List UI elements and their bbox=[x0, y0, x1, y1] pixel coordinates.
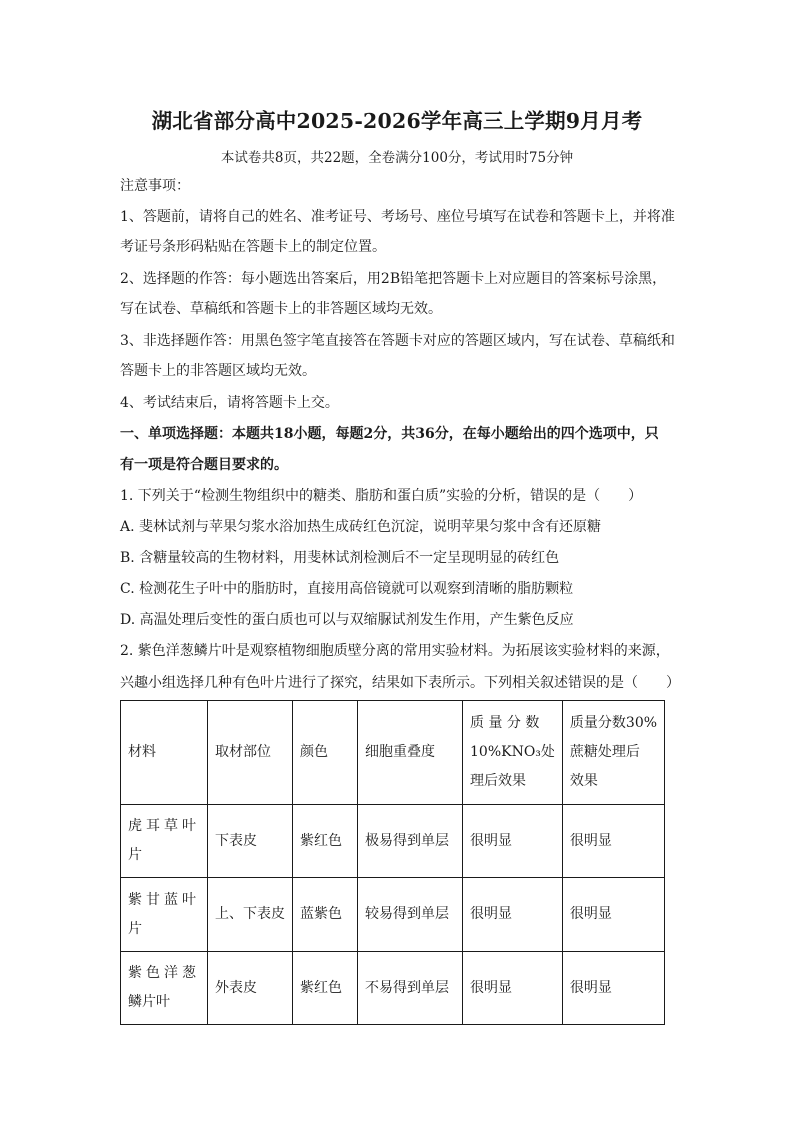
table-row bbox=[121, 878, 665, 952]
notice-line: 写在试卷、草稿纸和答题卡上的非答题区域均无效。 bbox=[120, 301, 442, 317]
table-header-line: 10%KNO₃处 bbox=[470, 744, 555, 760]
table-cell: 紫红色 bbox=[293, 952, 358, 1025]
table-header-cell: 材料 bbox=[121, 701, 208, 805]
table-cell-line: 紫色洋葱 bbox=[128, 965, 200, 981]
table-header-cell bbox=[562, 701, 664, 805]
table-cell: 很明显 bbox=[463, 952, 563, 1025]
table-header-cell: 取材部位 bbox=[208, 701, 293, 805]
table-cell: 很明显 bbox=[562, 952, 664, 1025]
notice-line: 考证号条形码粘贴在答题卡上的制定位置。 bbox=[120, 239, 386, 255]
table-cell-line: 紫甘蓝叶 bbox=[128, 891, 200, 908]
table-cell: 不易得到单层 bbox=[358, 952, 463, 1025]
table-cell-line: 片 bbox=[128, 920, 142, 937]
table-cell: 下表皮 bbox=[208, 805, 293, 878]
table-header-line: 蔗糖处理后 bbox=[569, 744, 640, 760]
table-row bbox=[121, 952, 665, 1025]
table-cell: 很明显 bbox=[463, 805, 563, 878]
notice-line: 3、非选择题作答：用黑色签字笔直接答在答题卡对应的答题区域内，写在试卷、草稿纸和 bbox=[120, 333, 675, 349]
table-cell: 较易得到单层 bbox=[358, 878, 463, 952]
table-header-line: 效果 bbox=[569, 773, 598, 789]
table-header-line: 质量分数30% bbox=[569, 715, 658, 731]
table-header-cell: 细胞重叠度 bbox=[358, 701, 463, 805]
notice-line: 4、考试结束后，请将答题卡上交。 bbox=[120, 395, 339, 411]
notice-line: 2、选择题的作答：每小题选出答案后，用2B铅笔把答题卡上对应题目的答案标号涂黑， bbox=[120, 271, 667, 287]
question-stem: 2. 紫色洋葱鳞片叶是观察植物细胞质壁分离的常用实验材料。为拓展该实验材料的来源， bbox=[120, 643, 670, 659]
table-header-line: 质 量 分 数 bbox=[470, 715, 540, 731]
section-heading: 一、单项选择题：本题共18小题，每题2分，共36分，在每小题给出的四个选项中，只 bbox=[120, 426, 659, 442]
page-title: 湖北省部分高中2025-2026学年高三上学期9月月考 bbox=[151, 109, 643, 133]
table-cell: 紫红色 bbox=[293, 805, 358, 878]
table-cell: 极易得到单层 bbox=[358, 805, 463, 878]
table-cell bbox=[121, 805, 208, 878]
table-cell: 上、下表皮 bbox=[208, 878, 293, 952]
experiment-table bbox=[120, 700, 665, 1025]
notice-heading: 注意事项： bbox=[120, 178, 190, 194]
table-cell-line: 鳞片叶 bbox=[128, 994, 170, 1010]
table-cell: 外表皮 bbox=[208, 952, 293, 1025]
table-cell-line: 虎耳草叶 bbox=[128, 818, 200, 834]
table-header-row bbox=[121, 701, 665, 805]
table-cell: 很明显 bbox=[562, 878, 664, 952]
question-option-a: A. 斐林试剂与苹果匀浆水浴加热生成砖红色沉淀，说明苹果匀浆中含有还原糖 bbox=[120, 519, 602, 535]
table-cell: 很明显 bbox=[562, 805, 664, 878]
page-subtitle: 本试卷共8页，共22题，全卷满分100分，考试用时75分钟 bbox=[220, 150, 574, 166]
table-cell-line: 片 bbox=[128, 847, 142, 863]
question-option-d: D. 高温处理后变性的蛋白质也可以与双缩脲试剂发生作用，产生紫色反应 bbox=[120, 612, 574, 628]
table-cell: 很明显 bbox=[463, 878, 563, 952]
question-option-b: B. 含糖量较高的生物材料，用斐林试剂检测后不一定呈现明显的砖红色 bbox=[120, 550, 560, 566]
table-cell bbox=[121, 952, 208, 1025]
notice-line: 1、答题前，请将自己的姓名、准考证号、考场号、座位号填写在试卷和答题卡上，并将准 bbox=[120, 209, 675, 225]
question-stem: 1. 下列关于“检测生物组织中的糖类、脂肪和蛋白质”实验的分析，错误的是（ ） bbox=[120, 488, 643, 504]
question-stem: 兴趣小组选择几种有色叶片进行了探究，结果如下表所示。下列相关叙述错误的是（ ） bbox=[120, 675, 680, 691]
table-row bbox=[121, 805, 665, 878]
table-cell bbox=[121, 878, 208, 952]
question-option-c: C. 检测花生子叶中的脂肪时，直接用高倍镜就可以观察到清晰的脂肪颗粒 bbox=[120, 581, 574, 597]
notice-line: 答题卡上的非答题区域均无效。 bbox=[120, 363, 316, 379]
table-header-cell bbox=[463, 701, 563, 805]
section-heading: 有一项是符合题目要求的。 bbox=[120, 457, 288, 473]
table-header-line: 理后效果 bbox=[470, 773, 526, 789]
table-header-cell: 颜色 bbox=[293, 701, 358, 805]
table-cell: 蓝紫色 bbox=[293, 878, 358, 952]
